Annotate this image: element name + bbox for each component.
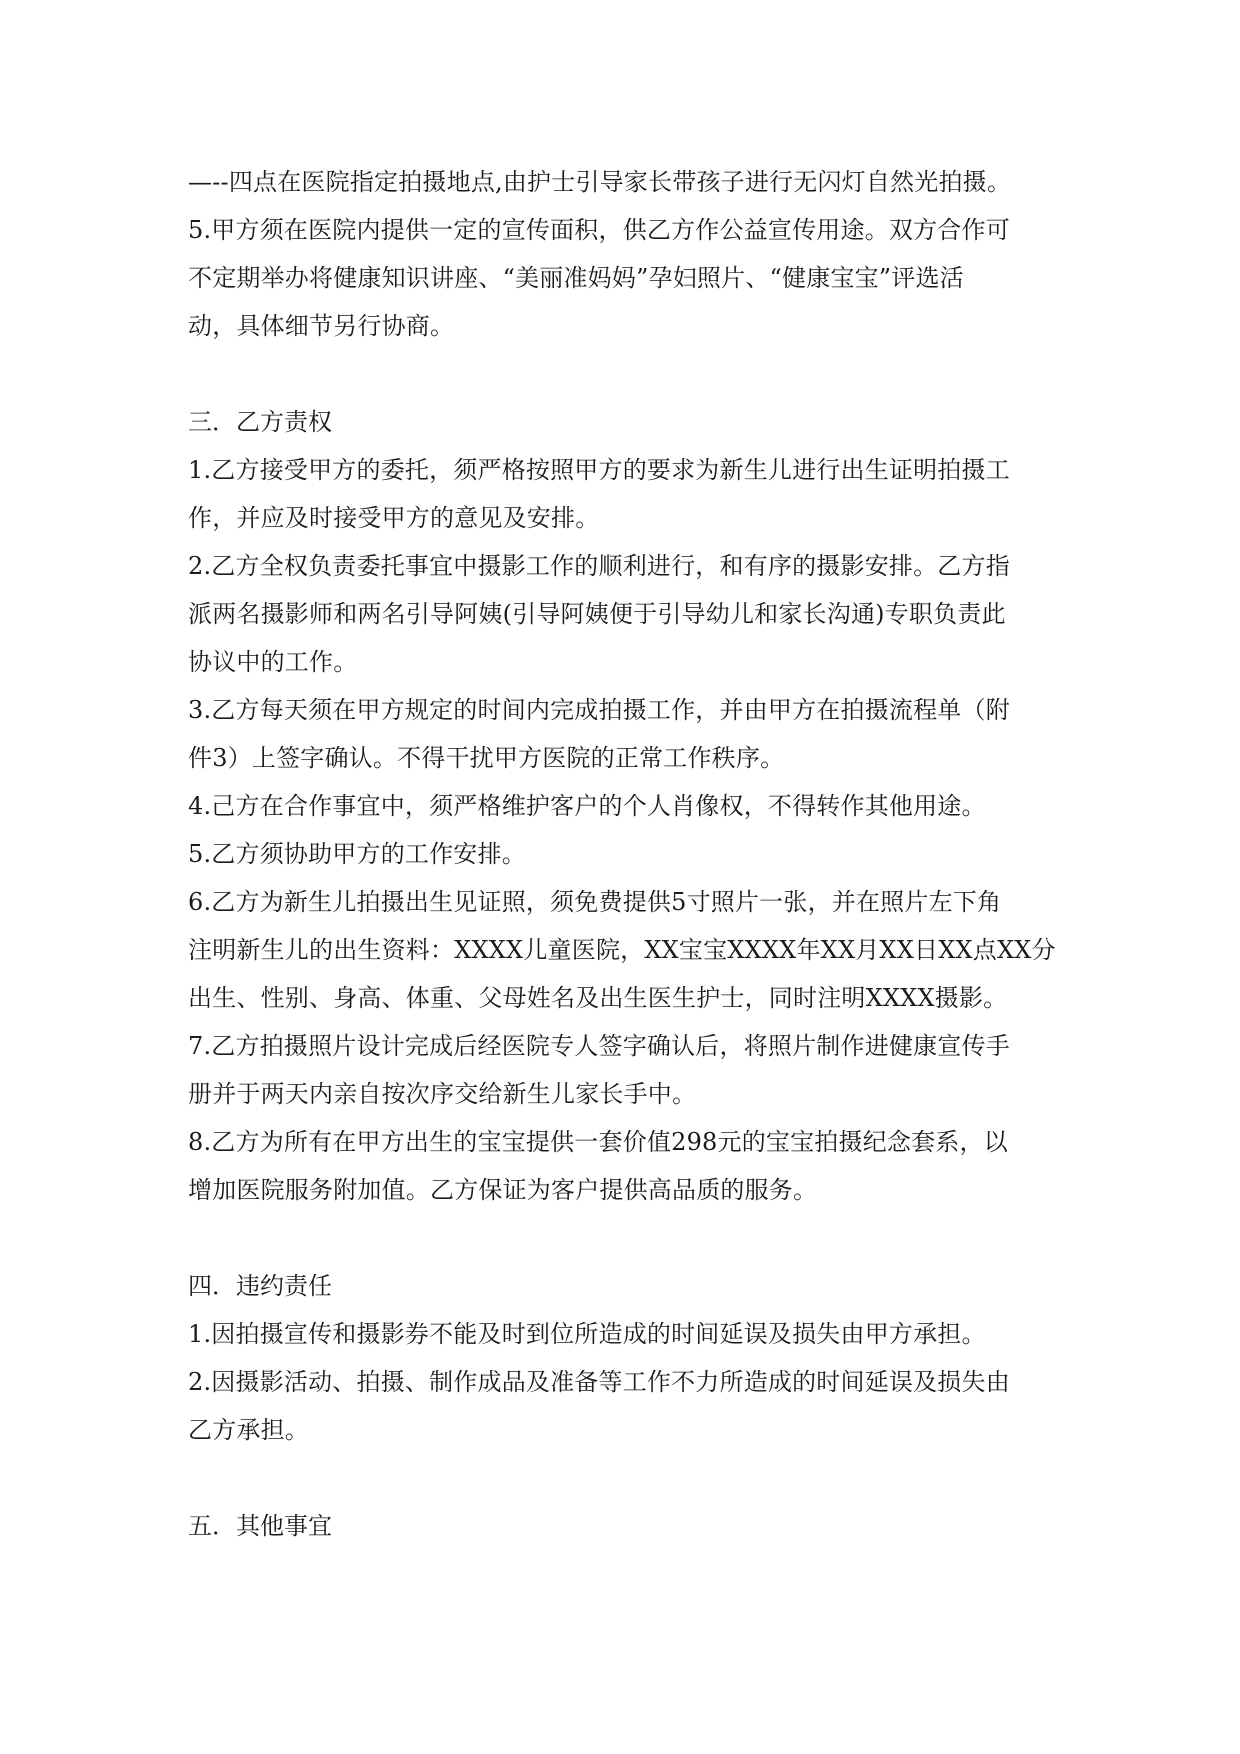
text-line: 3.乙方每天须在甲方规定的时间内完成拍摄工作，并由甲方在拍摄流程单（附 (188, 696, 1010, 724)
text-line: —--四点在医院指定拍摄地点,由护士引导家长带孩子进行无闪灯自然光拍摄。 (188, 168, 1012, 196)
section-heading: 五．其他事宜 (188, 1512, 332, 1540)
text-line: 8.乙方为所有在甲方出生的宝宝提供一套价值298元的宝宝拍摄纪念套系，以 (188, 1128, 1008, 1156)
text-line: 不定期举办将健康知识讲座、“美丽准妈妈”孕妇照片、“健康宝宝”评选活 (188, 264, 964, 292)
text-line: 1.乙方接受甲方的委托，须严格按照甲方的要求为新生儿进行出生证明拍摄工 (188, 456, 1010, 484)
text-line: 乙方承担。 (188, 1416, 309, 1444)
text-line: 协议中的工作。 (188, 648, 358, 676)
text-line: 5.甲方须在医院内提供一定的宣传面积，供乙方作公益宣传用途。双方合作可 (188, 216, 1010, 244)
text-line: 7.乙方拍摄照片设计完成后经医院专人签字确认后，将照片制作进健康宣传手 (188, 1032, 1010, 1060)
text-line: 派两名摄影师和两名引导阿姨(引导阿姨便于引导幼儿和家长沟通)专职负责此 (188, 600, 1006, 628)
text-line: 作，并应及时接受甲方的意见及安排。 (188, 504, 600, 532)
text-line: 6.乙方为新生儿拍摄出生见证照，须免费提供5寸照片一张，并在照片左下角 (188, 888, 1002, 916)
paragraph-gap (188, 350, 1058, 398)
text-line: 动，具体细节另行协商。 (188, 312, 455, 340)
section-heading: 四．违约责任 (188, 1272, 332, 1300)
paragraph-gap (188, 1454, 1058, 1502)
text-line: 册并于两天内亲自按次序交给新生儿家长手中。 (188, 1080, 697, 1108)
text-line: 增加医院服务附加值。乙方保证为客户提供高品质的服务。 (188, 1176, 818, 1204)
document-body (188, 158, 1058, 1550)
text-line: 件3）上签字确认。不得干扰甲方医院的正常工作秩序。 (188, 744, 785, 772)
section-heading: 三．乙方责权 (188, 408, 332, 436)
paragraph-gap (188, 1214, 1058, 1262)
text-line: 2.因摄影活动、拍摄、制作成品及准备等工作不力所造成的时间延误及损失由 (188, 1368, 1010, 1396)
text-line: 2.乙方全权负责委托事宜中摄影工作的顺利进行，和有序的摄影安排。乙方指 (188, 552, 1010, 580)
text-line: 1.因拍摄宣传和摄影券不能及时到位所造成的时间延误及损失由甲方承担。 (188, 1320, 986, 1348)
text-line: 5.乙方须协助甲方的工作安排。 (188, 840, 526, 868)
text-line: 注明新生儿的出生资料：XXXX儿童医院，XX宝宝XXXX年XX月XX日XX点XX分 (188, 936, 1056, 964)
text-line: 出生、性别、身高、体重、父母姓名及出生医生护士，同时注明XXXX摄影。 (188, 984, 1008, 1012)
text-line: 4.己方在合作事宜中，须严格维护客户的个人肖像权，不得转作其他用途。 (188, 792, 986, 820)
